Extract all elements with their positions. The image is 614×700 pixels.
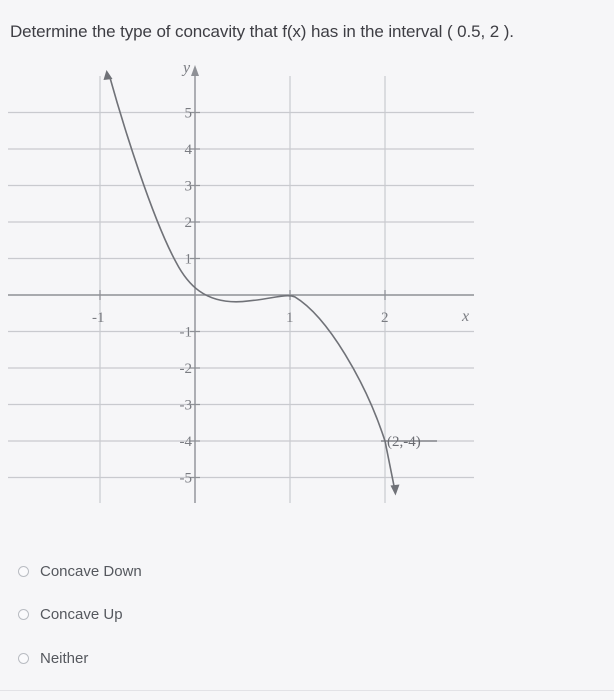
radio-neither[interactable] xyxy=(18,653,29,664)
x-tick-label: -1 xyxy=(92,310,105,326)
divider xyxy=(0,690,614,691)
y-tick-label: 1 xyxy=(184,251,192,268)
x-tick-label: 1 xyxy=(286,310,294,326)
option-label: Neither xyxy=(40,650,89,667)
point-label: (2,-4) xyxy=(387,434,421,450)
x-axis-label: x xyxy=(462,308,470,325)
y-tick-label: -1 xyxy=(179,324,192,341)
tick-labels xyxy=(92,59,469,486)
y-tick-label: -4 xyxy=(179,434,192,450)
y-axis-label: y xyxy=(183,59,191,77)
y-tick-label: 3 xyxy=(184,178,192,195)
function-graph xyxy=(0,59,614,510)
y-axis-arrow xyxy=(191,65,199,76)
y-tick-label: -3 xyxy=(179,397,192,414)
curve-arrow-top xyxy=(104,70,113,80)
y-tick-label: 2 xyxy=(184,215,192,231)
y-tick-label: 5 xyxy=(184,105,192,122)
curve-arrow-bottom xyxy=(391,484,400,495)
option-concave-down[interactable] xyxy=(18,563,142,580)
option-concave-up[interactable] xyxy=(18,606,123,623)
radio-concave-down[interactable] xyxy=(18,566,29,577)
option-neither[interactable] xyxy=(18,650,88,667)
option-label: Concave Down xyxy=(40,563,142,580)
y-tick-label: -2 xyxy=(179,361,192,377)
y-tick-label: 4 xyxy=(184,142,192,158)
question-text: Determine the type of concavity that f(x) has in the interval ( 0.5, 2 ). xyxy=(10,22,514,41)
radio-concave-up[interactable] xyxy=(18,609,29,620)
y-tick-label: -5 xyxy=(179,470,192,487)
x-tick-label: 2 xyxy=(381,310,389,326)
graph-svg xyxy=(0,59,614,510)
option-label: Concave Up xyxy=(40,606,123,623)
function-curve xyxy=(110,76,395,488)
